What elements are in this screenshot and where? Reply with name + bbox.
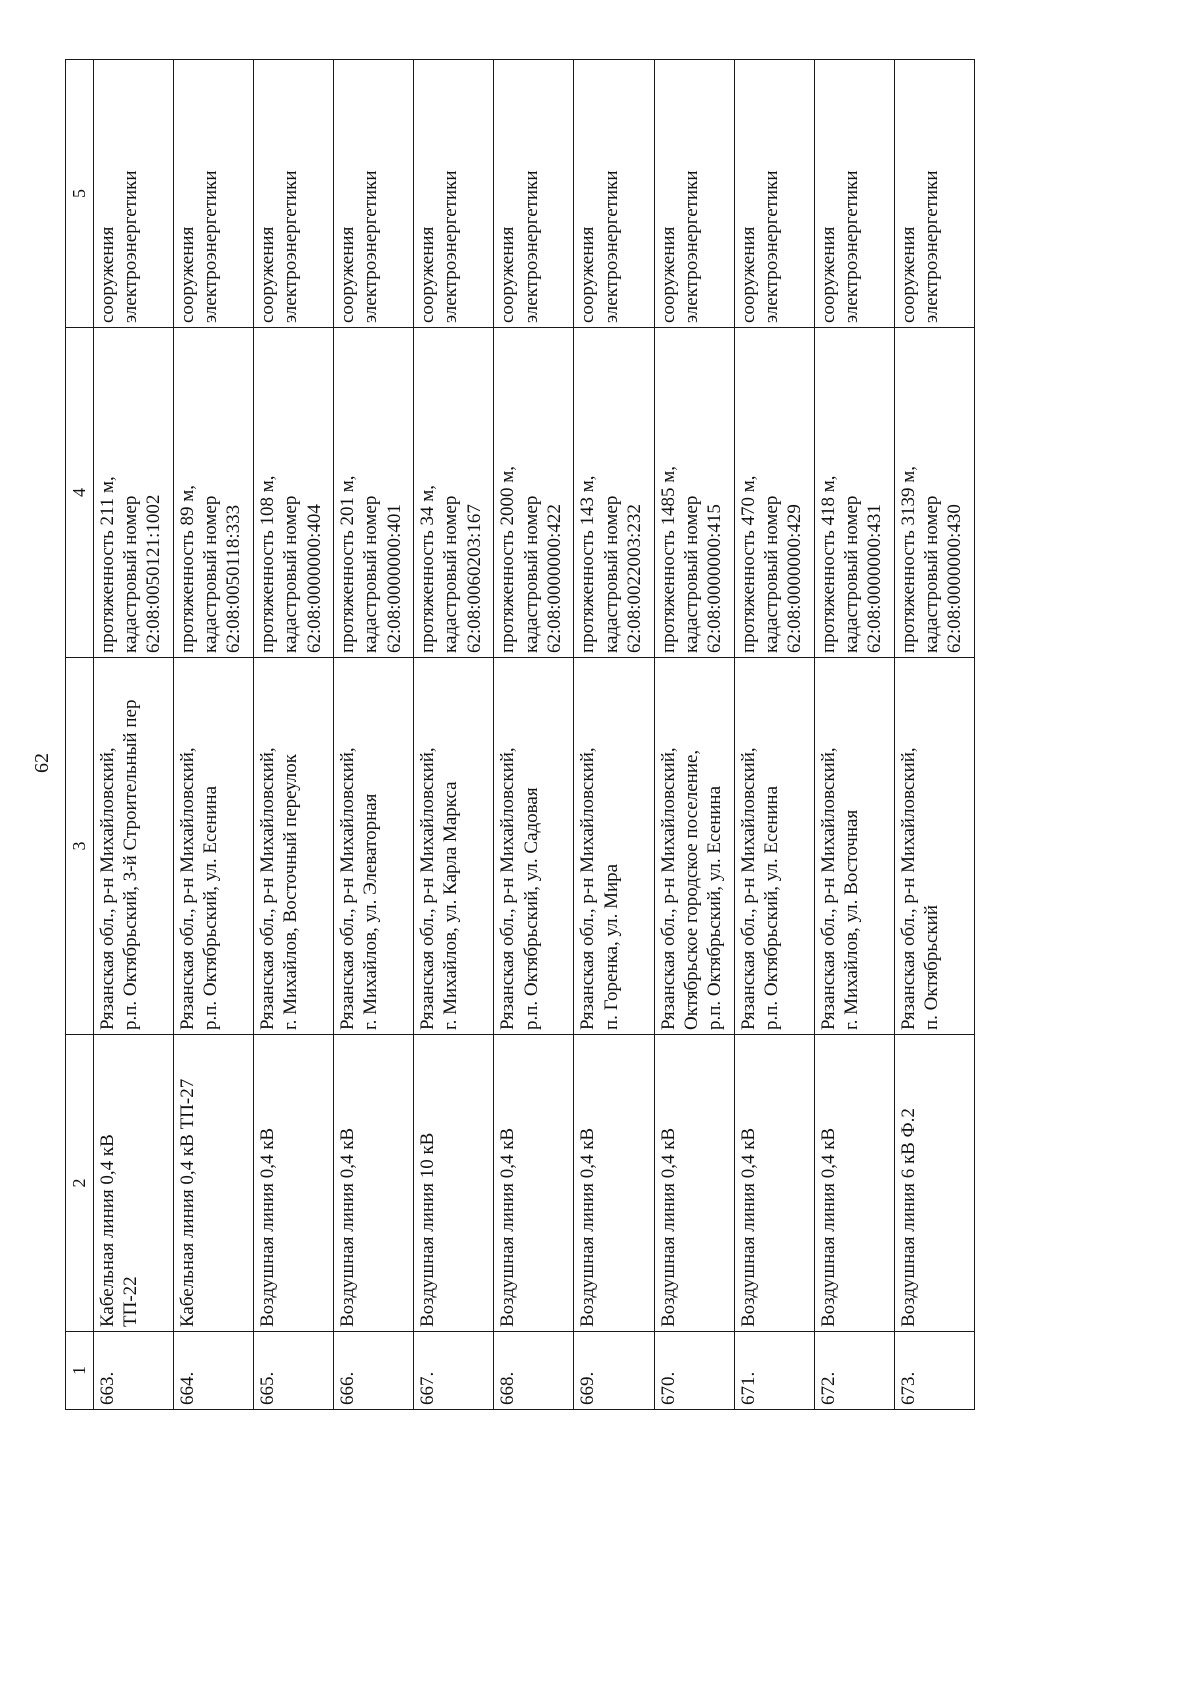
address-cell [574,658,654,1035]
object-name-cell [894,1035,974,1332]
row-number-cell: 670. [654,1332,734,1410]
cell-text-line: Рязанская обл., р-н Михайловский, [97,747,118,1030]
details-cell [814,328,894,658]
cell-text-line: п. Октябрьский [920,905,942,1030]
table-row [814,60,894,1410]
row-number-cell: 666. [334,1332,414,1410]
cell-text-line: г. Михайлов, ул. Восточная [840,809,862,1030]
details-cell [414,328,494,658]
cell-text-line: Воздушная линия 0,4 кВ [577,1127,599,1327]
object-type-cell [654,60,734,328]
cell-text-line: сооружения [257,226,279,323]
table-row [174,60,254,1410]
row-number-cell: 672. [814,1332,894,1410]
object-type-cell [574,60,654,328]
table-row [734,60,814,1410]
details-cell [894,328,974,658]
cell-text-line: электроэнергетики [440,170,462,323]
table-header-row [66,60,94,1410]
cell-text-line: 62:08:0000000:404 [303,504,325,653]
cell-text-line: сооружения [577,226,599,323]
row-number-cell: 667. [414,1332,494,1410]
address-cell [94,658,174,1035]
row-number-cell: 664. [174,1332,254,1410]
cell-text-line: Воздушная линия 0,4 кВ [737,1127,759,1327]
cell-text-line: Воздушная линия 0,4 кВ [497,1127,519,1327]
table-row [654,60,734,1410]
cell-text-line: р.п. Октябрьский, ул. Есенина [200,785,222,1030]
object-name-cell [574,1035,654,1332]
cell-text-line: электроэнергетики [520,170,542,323]
object-name-cell [494,1035,574,1332]
cell-text-line: протяженность 2000 м, [497,465,519,653]
cell-text-line: 62:08:0000000:401 [383,504,405,653]
table-row [414,60,494,1410]
table-row [574,60,654,1410]
cell-text-line: протяженность 418 м, [817,475,839,653]
cell-text-line: г. Михайлов, ул. Карла Маркса [440,781,462,1030]
registry-table [65,59,975,1410]
address-cell [494,658,574,1035]
row-number-cell: 673. [894,1332,974,1410]
row-number-cell: 663. [94,1332,174,1410]
address-cell [654,658,734,1035]
column-header: 1 [66,1332,94,1410]
cell-text-line: кадастровый номер [120,495,142,653]
column-header: 2 [66,1035,94,1332]
object-type-cell [334,60,414,328]
cell-text-line: кадастровый номер [280,495,302,653]
object-name-cell [814,1035,894,1332]
cell-text-line: сооружения [177,226,199,323]
cell-text-line: кадастровый номер [920,495,942,653]
cell-text-line: р.п. Октябрьский, ул. Садовая [520,787,542,1030]
object-name-cell [414,1035,494,1332]
cell-text-line: кадастровый номер [600,495,622,653]
table-rotated-container [65,60,975,1410]
cell-text-line: протяженность 211 м, [97,476,118,653]
cell-text-line: электроэнергетики [680,170,702,323]
cell-text-line: г. Михайлов, Восточный переулок [280,753,302,1030]
cell-text-line: электроэнергетики [920,170,942,323]
object-name-cell [734,1035,814,1332]
cell-text-line: р.п. Октябрьский, 3-й Строительный пер [120,699,142,1030]
cell-text-line: сооружения [97,226,118,323]
cell-text-line: протяженность 143 м, [577,475,599,653]
cell-text-line: протяженность 34 м, [417,484,439,653]
cell-text-line: Рязанская обл., р-н Михайловский, [657,747,679,1030]
cell-text-line: протяженность 3139 м, [897,465,919,653]
details-cell [334,328,414,658]
table-row [94,60,174,1410]
cell-text-line: Воздушная линия 0,4 кВ [817,1127,839,1327]
cell-text-line: 62:08:0050118:333 [223,504,245,653]
address-cell [174,658,254,1035]
details-cell [574,328,654,658]
cell-text-line: Воздушная линия 0,4 кВ [337,1127,359,1327]
details-cell [174,328,254,658]
cell-text-line: электроэнергетики [120,170,142,323]
cell-text-line: 62:08:0000000:430 [944,504,966,653]
cell-text-line: сооружения [497,226,519,323]
cell-text-line: Воздушная линия 10 кВ [417,1132,439,1327]
address-cell [734,658,814,1035]
details-cell [734,328,814,658]
cell-text-line: Рязанская обл., р-н Михайловский, [577,747,599,1030]
object-type-cell [94,60,174,328]
cell-text-line: кадастровый номер [760,495,782,653]
object-type-cell [494,60,574,328]
cell-text-line: 62:08:0000000:429 [783,504,805,653]
cell-text-line: сооружения [337,226,359,323]
column-header: 4 [66,328,94,658]
cell-text-line: протяженность 1485 м, [657,465,679,653]
table-row [894,60,974,1410]
cell-text-line: электроэнергетики [600,170,622,323]
cell-text-line: 62:08:0022003:232 [623,504,645,653]
cell-text-line: протяженность 470 м, [737,475,759,653]
cell-text-line: электроэнергетики [840,170,862,323]
cell-text-line: Рязанская обл., р-н Михайловский, [417,747,439,1030]
object-name-cell [654,1035,734,1332]
cell-text-line: п. Горенка, ул. Мира [600,863,622,1030]
row-number-cell: 665. [254,1332,334,1410]
table-row [494,60,574,1410]
cell-text-line: р.п. Октябрьский, ул. Есенина [760,785,782,1030]
object-type-cell [894,60,974,328]
cell-text-line: кадастровый номер [360,495,382,653]
cell-text-line: сооружения [897,226,919,323]
cell-text-line: протяженность 201 м, [337,475,359,653]
object-name-cell [254,1035,334,1332]
details-cell [654,328,734,658]
cell-text-line: Воздушная линия 0,4 кВ [257,1127,279,1327]
object-type-cell [814,60,894,328]
cell-text-line: Кабельная линия 0,4 кВ [97,1134,118,1327]
address-cell [334,658,414,1035]
details-cell [494,328,574,658]
cell-text-line: Кабельная линия 0,4 кВ ТП-27 [177,1078,199,1327]
details-cell [94,328,174,658]
row-number-cell: 669. [574,1332,654,1410]
cell-text-line: кадастровый номер [680,495,702,653]
object-name-cell [94,1035,174,1332]
cell-text-line: 62:08:0000000:415 [703,504,725,653]
cell-text-line: 62:08:0000000:422 [543,504,565,653]
address-cell [414,658,494,1035]
cell-text-line: кадастровый номер [520,495,542,653]
object-name-cell [334,1035,414,1332]
cell-text-line: Рязанская обл., р-н Михайловский, [497,747,519,1030]
details-cell [254,328,334,658]
cell-text-line: протяженность 89 м, [177,484,199,653]
cell-text-line: кадастровый номер [840,495,862,653]
cell-text-line: Октябрьское городское поселение, [680,749,702,1030]
cell-text-line: электроэнергетики [760,170,782,323]
page-number: 62 [31,753,53,773]
column-header: 3 [66,658,94,1035]
cell-text-line: сооружения [657,226,679,323]
cell-text-line: Воздушная линия 0,4 кВ [657,1127,679,1327]
object-name-cell [174,1035,254,1332]
cell-text-line: Рязанская обл., р-н Михайловский, [897,747,919,1030]
object-type-cell [174,60,254,328]
cell-text-line: кадастровый номер [440,495,462,653]
address-cell [814,658,894,1035]
cell-text-line: Рязанская обл., р-н Михайловский, [177,747,199,1030]
object-type-cell [254,60,334,328]
cell-text-line: 62:08:0050121:1002 [143,494,165,653]
row-number-cell: 668. [494,1332,574,1410]
address-cell [894,658,974,1035]
cell-text-line: электроэнергетики [280,170,302,323]
cell-text-line: Рязанская обл., р-н Михайловский, [737,747,759,1030]
column-header: 5 [66,60,94,328]
cell-text-line: Рязанская обл., р-н Михайловский, [817,747,839,1030]
cell-text-line: Рязанская обл., р-н Михайловский, [257,747,279,1030]
cell-text-line: кадастровый номер [200,495,222,653]
object-type-cell [414,60,494,328]
cell-text-line: протяженность 108 м, [257,475,279,653]
row-number-cell: 671. [734,1332,814,1410]
cell-text-line: 62:08:0060203:167 [463,504,485,653]
table-row [254,60,334,1410]
address-cell [254,658,334,1035]
cell-text-line: сооружения [417,226,439,323]
cell-text-line: Воздушная линия 6 кВ Ф.2 [897,1108,919,1327]
cell-text-line: сооружения [737,226,759,323]
cell-text-line: р.п. Октябрьский, ул. Есенина [703,785,725,1030]
cell-text-line: 62:08:0000000:431 [864,504,886,653]
object-type-cell [734,60,814,328]
cell-text-line: г. Михайлов, ул. Элеваторная [360,793,382,1030]
cell-text-line: сооружения [817,226,839,323]
cell-text-line: ТП-22 [120,1276,142,1327]
table-row [334,60,414,1410]
cell-text-line: Рязанская обл., р-н Михайловский, [337,747,359,1030]
cell-text-line: электроэнергетики [200,170,222,323]
cell-text-line: электроэнергетики [360,170,382,323]
